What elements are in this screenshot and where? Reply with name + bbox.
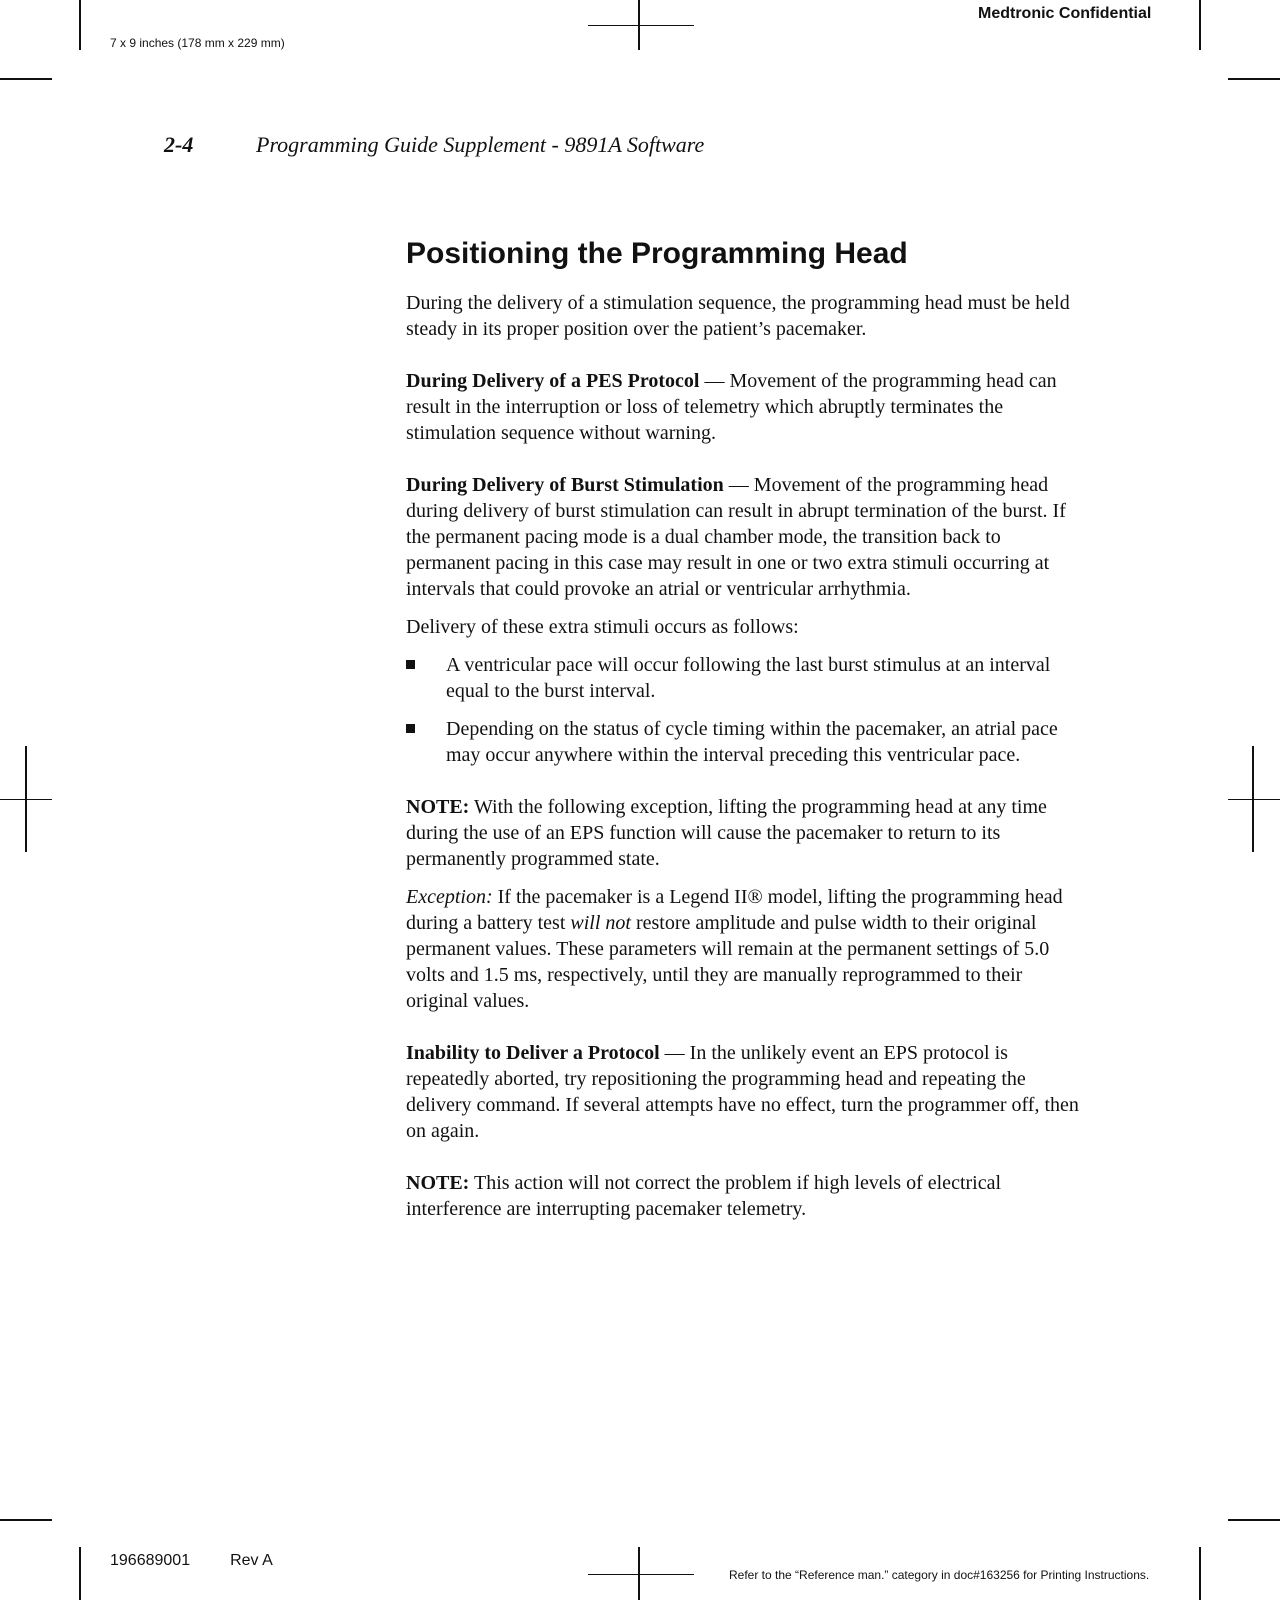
registration-mark [588,1574,694,1575]
burst-dash: — [723,474,754,496]
note-text: With the following exception, lifting the programming head at any time during the use of an EPS function will cause the pacemaker to return to its permanently programmed state. [406,796,1047,870]
registration-mark [588,25,694,26]
list-item [406,716,1086,768]
doc-number: 196689001 [110,1552,191,1569]
inability-paragraph [406,1040,1086,1144]
confidential-label: Medtronic Confidential [978,5,1152,22]
crop-mark [1228,78,1280,80]
exception-emphasis: will not [570,912,631,934]
running-title: Programming Guide Supplement - 9891A Software [256,132,705,157]
extra-stimuli-list [406,652,1086,768]
footer-doc-info [110,1552,273,1570]
list-item-text: A ventricular pace will occur following the last burst stimulus at an interval equal to the burst interval. [446,654,1051,702]
exception-text-a: If the pacemaker is a Legend II® model, lifting the programming head during a battery test [406,886,1063,934]
exception-label: Exception: [406,886,493,908]
revision: Rev A [230,1552,273,1569]
bullet-square-icon [406,660,415,669]
pes-paragraph [406,368,1086,446]
note-paragraph [406,794,1086,872]
note-text-2: This action will not correct the problem if high levels of electrical interference are interrupting pacemaker telemetry. [406,1172,1002,1220]
exception-text-b: restore amplitude and pulse width to their original permanent values. These parameters will remain at the permanent settings of 5.0 volts and 1.5 ms, respectively, until they are manually reprogrammed to their original values. [406,912,1050,1012]
crop-mark [1228,1519,1280,1521]
crop-mark [1199,0,1201,50]
note-paragraph-2 [406,1170,1086,1222]
burst-lead: During Delivery of Burst Stimulation [406,474,724,496]
main-content [406,236,1086,1248]
burst-paragraph [406,472,1086,602]
inability-dash: — [659,1042,690,1064]
crop-mark [1199,1547,1201,1600]
trim-size-label: 7 x 9 inches (178 mm x 229 mm) [110,36,285,50]
burst-text: Movement of the programming head during delivery of burst stimulation can result in abrupt termination of the burst. If the permanent pacing mode is a dual chamber mode, the transition back to permanent pacing in this case may result in one or two extra stimuli occurring at intervals that could provoke an atrial or ventricular arrhythmia. [406,474,1066,600]
print-instructions-note: Refer to the “Reference man.” category in doc#163256 for Printing Instructions. [729,1568,1150,1582]
inability-lead: Inability to Deliver a Protocol [406,1042,660,1064]
note-label-2: NOTE: [406,1172,470,1194]
page-number: 2-4 [164,132,194,157]
crop-mark [79,1547,81,1600]
bullet-square-icon [406,724,415,733]
running-head [164,132,704,158]
exception-paragraph [406,884,1086,1014]
crop-mark [0,78,52,80]
pes-lead: During Delivery of a PES Protocol [406,370,700,392]
section-title: Positioning the Programming Head [406,237,908,270]
registration-mark [1228,799,1280,800]
registration-mark [0,799,52,800]
list-item-text: Depending on the status of cycle timing within the pacemaker, an atrial pace may occur anywhere within the interval preceding this ventricular pace. [446,718,1058,766]
pes-dash: — [699,370,730,392]
pes-text: Movement of the programming head can result in the interruption or loss of telemetry which abruptly terminates the stimulation sequence without warning. [406,370,1057,444]
extra-stimuli-intro: Delivery of these extra stimuli occurs as follows: [406,616,799,638]
list-item [406,652,1086,704]
intro-paragraph: During the delivery of a stimulation sequence, the programming head must be held steady in its proper position over the patient’s pacemaker. [406,292,1070,340]
note-label: NOTE: [406,796,470,818]
inability-text: In the unlikely event an EPS protocol is repeatedly aborted, try repositioning the programming head and repeating the delivery command. If several attempts have no effect, turn the programmer off, then on again. [406,1042,1079,1142]
crop-mark [79,0,81,50]
crop-mark [0,1519,52,1521]
